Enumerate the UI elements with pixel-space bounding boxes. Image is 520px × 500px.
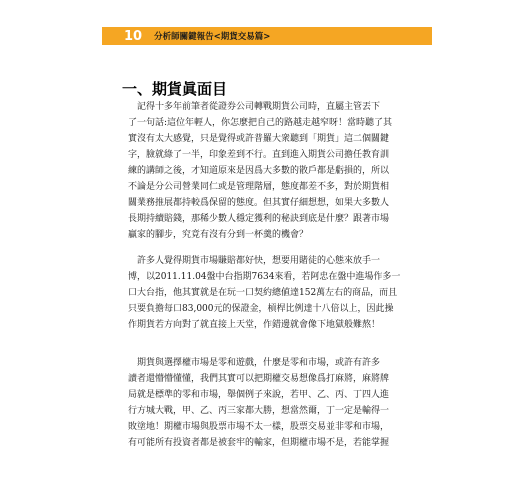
text-line: 了一句話:這位年輕人，你怎麼把自己的路越走越窄呀！當時聽了其	[128, 118, 393, 128]
text-line: 不論是分公司營業同仁或是管理階層，態度都差不多，對於期貨相	[128, 182, 390, 192]
text-line: 練的講師之後，才知道原來是因爲大多數的散戶都是虧損的，所以	[128, 166, 390, 176]
text-line: 讀者還懵懵懂懂，我們其實可以把期權交易想像爲打麻將，麻將牌	[128, 374, 390, 384]
text-line: 期貨與選擇權市場是零和遊戲，什麼是零和市場，或許有許多	[128, 358, 381, 368]
running-header-bar	[102, 27, 432, 45]
paragraph-1	[128, 99, 410, 243]
text-line: 行方城大戰，甲、乙、丙三家都大勝，想當然爾，丁一定是輸得一	[128, 406, 390, 416]
text-line: 長期持續賠錢，那稀少數人穩定獲利的秘訣到底是什麼？跟著市場	[128, 214, 390, 224]
text-line: 博，以2011.11.04盤中台指期7634來看，若阿忠在盤中進場作多一	[128, 272, 401, 282]
text-line: 作期貨若方向對了就直接上天堂，作錯邊就會像下地獄般難熬！	[128, 320, 381, 330]
text-line: 關業務推展都持較爲保留的態度。但其實仔細想想，如果大多數人	[128, 198, 390, 208]
paragraph-2	[128, 253, 410, 333]
paragraph-3	[128, 355, 410, 451]
text-line: 實沒有太大感覺，只是覺得或許普羅大衆聽到「期貨」這二個關鍵	[128, 134, 390, 144]
text-line: 記得十多年前筆者從證券公司轉戰期貨公司時，直屬主管丟下	[128, 102, 381, 112]
text-line: 許多人覺得期貨市場賺賠都好快，想要用賭徒的心態來放手一	[128, 256, 381, 266]
text-line: 只要負擔每口83,000元的保證金，槓桿比例達十八倍以上，因此操	[128, 304, 394, 314]
page-number: 10	[124, 28, 143, 44]
text-line: 字，臉就綠了一半，印象差到不行。直到進入期貨公司擔任教育訓	[128, 150, 390, 160]
running-head-title: 分析師關鍵報告<期貨交易篇>	[154, 32, 271, 42]
text-line: 贏家的腳步，究竟有沒有分到一杯羹的機會？	[128, 230, 309, 240]
text-line: 口大台指，他其實就是在玩一口契約總値達152萬左右的商品，而且	[128, 288, 398, 298]
text-line: 有可能所有投資者都是被套牢的輸家，但期權市場不是，若能掌握	[128, 438, 390, 448]
chapter-title: 一、期貨眞面目	[122, 80, 228, 98]
text-line: 敗塗地！期權市場與股票市場不太一樣，股票交易並非零和市場，	[128, 422, 390, 432]
text-line: 局就是標準的零和市場，舉個例子來說，若甲、乙、丙、丁四人進	[128, 390, 390, 400]
